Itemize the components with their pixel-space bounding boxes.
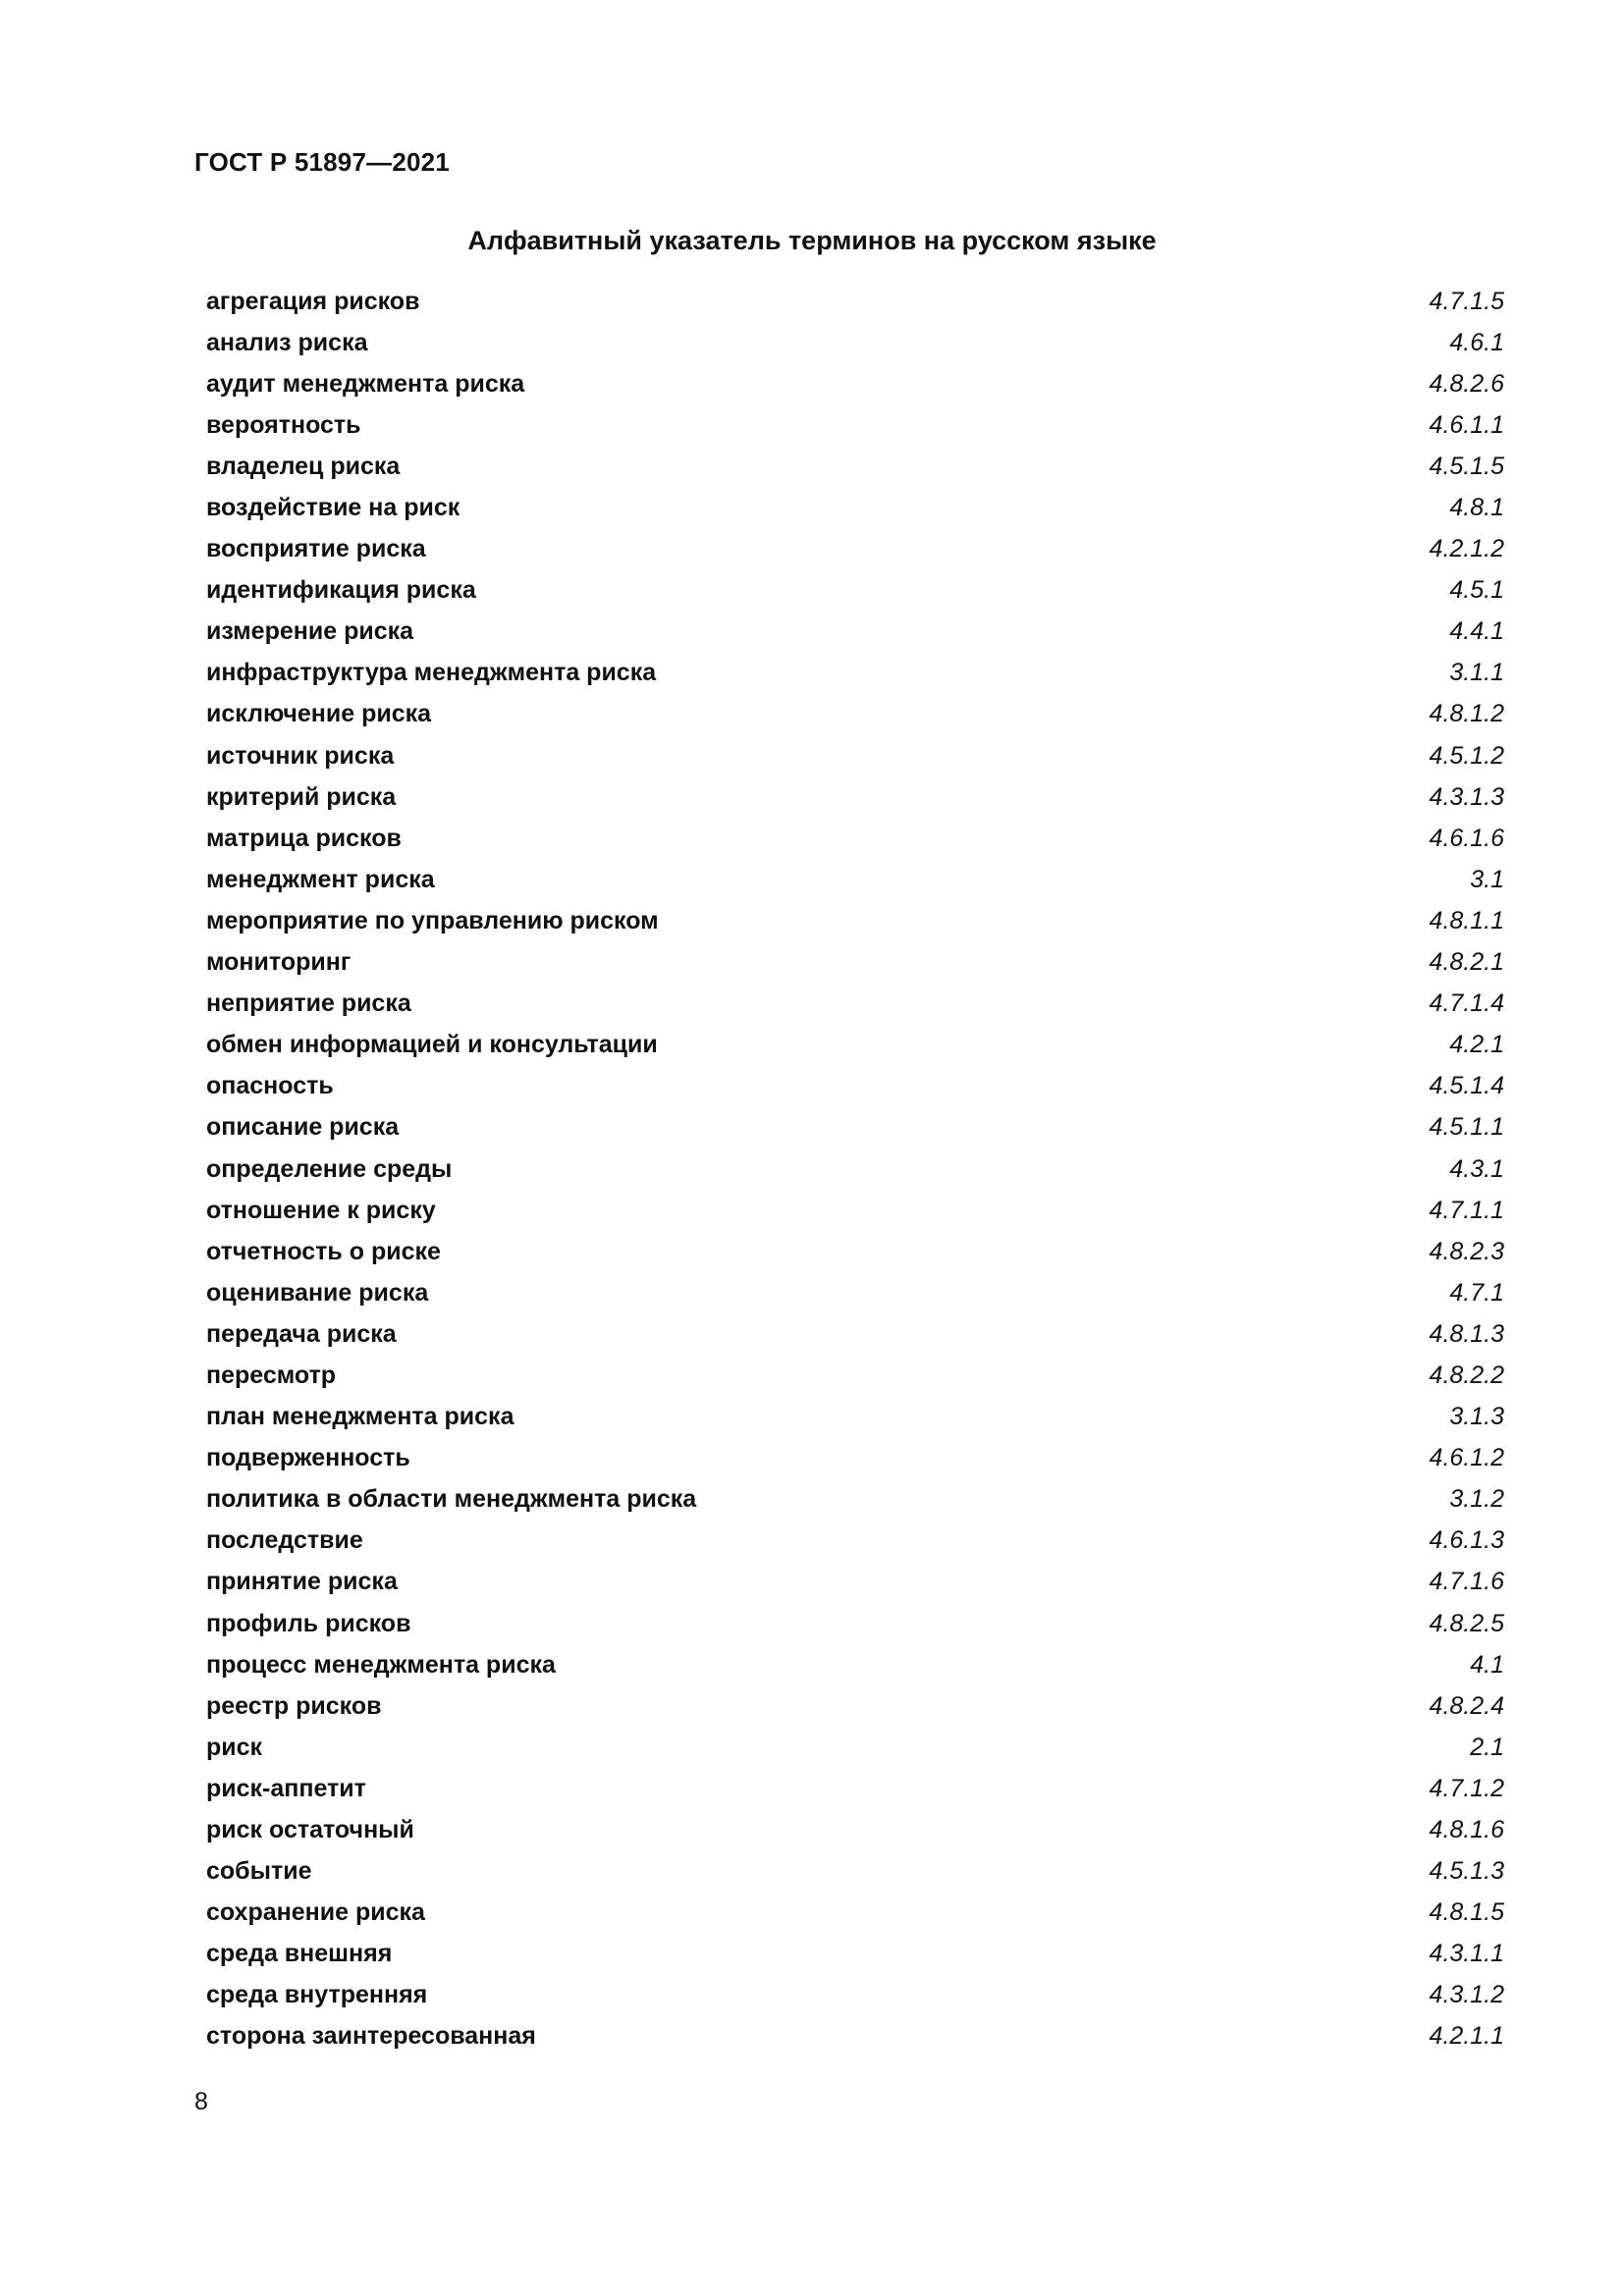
index-reference: 4.8.2.3: [1429, 1237, 1504, 1265]
index-entry: [206, 2016, 1506, 2057]
index-reference: 4.7.1.4: [1429, 989, 1504, 1018]
index-reference: 4.7.1.5: [1429, 287, 1504, 315]
index-term: политика в области менеджмента риска: [206, 1485, 697, 1514]
index-reference: 4.8.2.5: [1429, 1609, 1504, 1637]
index-entry: [206, 735, 1506, 776]
index-entry: [206, 1934, 1506, 1975]
index-entry: [206, 776, 1506, 818]
index-term: владелец риска: [206, 452, 401, 480]
index-entry: [206, 859, 1506, 900]
index-term: сохранение риска: [206, 1898, 425, 1927]
index-term: описание риска: [206, 1113, 400, 1142]
index-entry: [206, 818, 1506, 859]
index-reference: 4.7.1.6: [1429, 1568, 1504, 1596]
index-entry: [206, 1685, 1506, 1727]
index-reference: 4.8.1.1: [1429, 906, 1504, 934]
index-entry: [206, 1727, 1506, 1768]
index-reference: 4.8.2.4: [1429, 1691, 1504, 1720]
index-term: подверженность: [206, 1444, 410, 1472]
index-entry: [206, 1397, 1506, 1438]
index-term: среда внутренняя: [206, 1981, 428, 2009]
index-entry: [206, 487, 1506, 528]
index-term: передача риска: [206, 1319, 397, 1348]
index-reference: 4.5.1: [1449, 576, 1504, 605]
index-term: источник риска: [206, 741, 395, 770]
index-term: оценивание риска: [206, 1278, 429, 1307]
index-entry: [206, 1231, 1506, 1272]
index-term: критерий риска: [206, 782, 397, 811]
index-term: план менеджмента риска: [206, 1403, 514, 1431]
index-term: мероприятие по управлению риском: [206, 906, 659, 934]
index-reference: 4.8.1.6: [1429, 1816, 1504, 1844]
index-entry: [206, 1975, 1506, 2016]
index-term: риск-аппетит: [206, 1774, 366, 1802]
index-term: определение среды: [206, 1154, 453, 1183]
index-entry: [206, 1809, 1506, 1850]
index-reference: 4.5.1.4: [1429, 1072, 1504, 1100]
index-term: опасность: [206, 1072, 334, 1100]
index-reference: 2.1: [1470, 1733, 1504, 1761]
index-entry: [206, 942, 1506, 984]
index-term: среда внешняя: [206, 1940, 393, 1968]
index-reference: 4.6.1.2: [1429, 1444, 1504, 1472]
index-entry: [206, 694, 1506, 735]
index-entry: [206, 363, 1506, 404]
index-term: восприятие риска: [206, 535, 426, 563]
index-term: идентификация риска: [206, 576, 476, 605]
index-term: риск остаточный: [206, 1816, 414, 1844]
index-entry: [206, 1190, 1506, 1231]
index-reference: 4.5.1.1: [1429, 1113, 1504, 1142]
index-reference: 4.7.1.1: [1429, 1196, 1504, 1224]
index-entry: [206, 570, 1506, 612]
index-entry: [206, 1272, 1506, 1313]
index-entry: [206, 1148, 1506, 1190]
index-entry: [206, 1644, 1506, 1685]
index-reference: 4.6.1.3: [1429, 1526, 1504, 1555]
index-reference: 4.7.1: [1449, 1278, 1504, 1307]
index-term: менеджмент риска: [206, 865, 435, 893]
index-reference: 3.1.2: [1449, 1485, 1504, 1514]
index-term: отношение к риску: [206, 1196, 436, 1224]
index-term: агрегация рисков: [206, 287, 420, 315]
index-entry: [206, 1355, 1506, 1396]
index-reference: 4.8.1.2: [1429, 700, 1504, 728]
index-reference: 4.3.1.1: [1429, 1940, 1504, 1968]
index-entry: [206, 653, 1506, 694]
index-reference: 4.7.1.2: [1429, 1774, 1504, 1802]
index-term: последствие: [206, 1526, 363, 1555]
index-reference: 3.1: [1470, 865, 1504, 893]
index-reference: 4.3.1.2: [1429, 1981, 1504, 2009]
index-term: воздействие на риск: [206, 494, 460, 522]
index-reference: 4.1: [1470, 1650, 1504, 1679]
index-term: риск: [206, 1733, 263, 1761]
index-entry: [206, 1479, 1506, 1521]
index-entry: [206, 1603, 1506, 1644]
index-reference: 4.3.1: [1449, 1154, 1504, 1183]
index-term: событие: [206, 1857, 312, 1886]
page-number: 8: [194, 2088, 208, 2115]
index-reference: 4.6.1.6: [1429, 824, 1504, 852]
index-term: инфраструктура менеджмента риска: [206, 659, 657, 687]
index-entry: [206, 404, 1506, 446]
index-term: обмен информацией и консультации: [206, 1031, 658, 1059]
index-reference: 4.5.1.3: [1429, 1857, 1504, 1886]
index-entry: [206, 984, 1506, 1025]
index-term: анализ риска: [206, 328, 368, 356]
index-entry: [206, 1521, 1506, 1562]
index-reference: 4.6.1: [1449, 328, 1504, 356]
index-term: матрица рисков: [206, 824, 402, 852]
index-term: пересмотр: [206, 1361, 337, 1389]
index-term: отчетность о риске: [206, 1237, 441, 1265]
index-reference: 4.3.1.3: [1429, 782, 1504, 811]
document-code: ГОСТ Р 51897—2021: [194, 147, 450, 177]
index-term: профиль рисков: [206, 1609, 411, 1637]
index-entry: [206, 612, 1506, 653]
index-entry: [206, 1107, 1506, 1148]
index-entry: [206, 1438, 1506, 1479]
index-term: сторона заинтересованная: [206, 2022, 536, 2051]
index-term: исключение риска: [206, 700, 432, 728]
index-term: процесс менеджмента риска: [206, 1650, 556, 1679]
index-entry: [206, 1851, 1506, 1893]
index-reference: 3.1.3: [1449, 1403, 1504, 1431]
index-term: аудит менеджмента риска: [206, 369, 525, 398]
index-reference: 4.2.1.1: [1429, 2022, 1504, 2051]
index-term: вероятность: [206, 410, 361, 439]
index-reference: 4.8.2.1: [1429, 948, 1504, 977]
index-term: принятие риска: [206, 1568, 398, 1596]
index-entry: [206, 1768, 1506, 1809]
index-reference: 4.8.2.6: [1429, 369, 1504, 398]
index-entry: [206, 1562, 1506, 1603]
index-entry: [206, 1893, 1506, 1934]
index-entry: [206, 900, 1506, 941]
term-index-list: [206, 281, 1506, 2057]
index-term: измерение риска: [206, 617, 414, 646]
index-term: реестр рисков: [206, 1691, 382, 1720]
index-title: Алфавитный указатель терминов на русском языке: [467, 226, 1157, 255]
index-reference: 4.8.1: [1449, 494, 1504, 522]
index-entry: [206, 446, 1506, 487]
index-reference: 4.8.1.3: [1429, 1319, 1504, 1348]
index-term: мониторинг: [206, 948, 352, 977]
index-entry: [206, 1066, 1506, 1107]
index-reference: 4.6.1.1: [1429, 410, 1504, 439]
index-reference: 4.5.1.2: [1429, 741, 1504, 770]
index-term: неприятие риска: [206, 989, 411, 1018]
index-entry: [206, 322, 1506, 363]
index-reference: 4.8.1.5: [1429, 1898, 1504, 1927]
index-reference: 3.1.1: [1449, 659, 1504, 687]
index-reference: 4.4.1: [1449, 617, 1504, 646]
index-reference: 4.2.1: [1449, 1031, 1504, 1059]
index-entry: [206, 1313, 1506, 1355]
index-reference: 4.8.2.2: [1429, 1361, 1504, 1389]
index-reference: 4.5.1.5: [1429, 452, 1504, 480]
index-entry: [206, 281, 1506, 322]
index-entry: [206, 1025, 1506, 1066]
index-reference: 4.2.1.2: [1429, 535, 1504, 563]
index-entry: [206, 529, 1506, 570]
